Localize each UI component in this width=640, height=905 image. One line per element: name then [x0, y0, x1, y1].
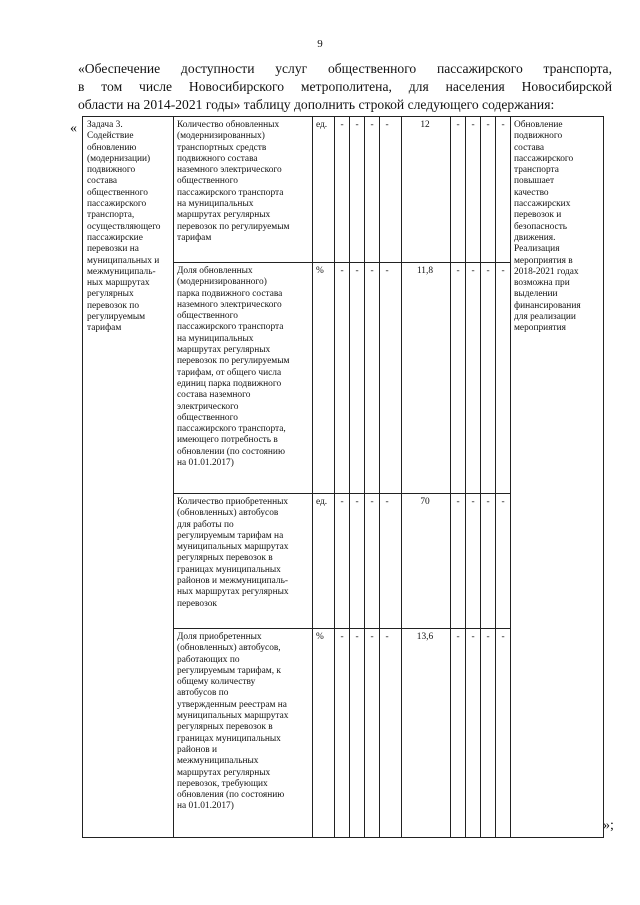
indicator-line: на муниципальных [177, 333, 254, 344]
task-line: тарифам [87, 323, 122, 334]
indicator-line: пассажирского транспорта [177, 187, 284, 198]
task-line: подвижного [87, 165, 136, 176]
result-line: повышает [514, 176, 555, 187]
result-line: мероприятия [514, 323, 566, 334]
empty-value-cell: - [456, 497, 460, 507]
indicator-line: районов и [177, 744, 218, 755]
unit-cell: ед. [316, 120, 328, 130]
result-cell [514, 120, 602, 335]
empty-value-cell: - [355, 497, 359, 507]
empty-value-cell: - [456, 120, 460, 130]
result-line: состава [514, 142, 545, 153]
target-value-cell: 11,8 [416, 266, 434, 276]
table-column-divider [173, 116, 174, 838]
task-line: (модернизации) [87, 153, 151, 164]
indicator-line: ных маршрутах регулярных [177, 587, 289, 598]
indicator-line: пассажирского транспорта [177, 322, 284, 333]
indicator-line: наземного электрического [177, 299, 282, 310]
intro-paragraph [78, 60, 612, 114]
indicator-line: (обновленных) автобусов, [177, 643, 281, 654]
result-line: транспорта [514, 165, 559, 176]
indicator-line: муниципальных маршрутах [177, 711, 289, 722]
indicator-line: (модернизированных) [177, 131, 265, 142]
indicator-line: маршрутах регулярных [177, 210, 271, 221]
indicator-line: (обновленных) автобусов [177, 508, 279, 519]
result-line: подвижного [514, 131, 563, 142]
target-value-cell: 12 [420, 120, 430, 130]
indicator-line: общему количеству [177, 677, 256, 688]
target-value-cell: 70 [420, 497, 430, 507]
result-line: для реализации [514, 312, 576, 323]
task-line: ных маршрутах [87, 278, 150, 289]
empty-value-cell: - [385, 632, 389, 642]
indicator-line: имеющего потребность в [177, 435, 278, 446]
indicator-line: Количество обновленных [177, 120, 280, 130]
task-line: регулярных [87, 289, 134, 300]
empty-value-cell: - [385, 120, 389, 130]
table-column-divider [495, 116, 496, 838]
result-line: 2018-2021 годах [514, 266, 579, 277]
indicator-line: обновления (по состоянию [177, 790, 285, 801]
indicator-line: на муниципальных [177, 199, 254, 210]
empty-value-cell: - [471, 497, 475, 507]
indicator-line: состава наземного [177, 390, 251, 401]
indicator-line: на 01.01.2017) [177, 458, 234, 469]
result-line: движения. [514, 232, 556, 243]
indicator-line: утвержденным реестрам на [177, 699, 287, 710]
empty-value-cell: - [471, 120, 475, 130]
task-line: состава [87, 176, 118, 187]
indicator-line: границах муниципальных [177, 564, 281, 575]
result-line: Реализация [514, 244, 560, 255]
indicator-line: Доля обновленных [177, 266, 253, 276]
indicator-line: межмуниципальных [177, 756, 259, 767]
target-value-cell: 13,6 [416, 632, 434, 642]
page-number: 9 [317, 38, 323, 50]
result-line: пассажирских [514, 199, 571, 210]
indicator-line: (модернизированного) [177, 277, 267, 288]
unit-cell: % [316, 632, 324, 642]
empty-value-cell: - [486, 497, 490, 507]
table-row-divider [173, 493, 510, 494]
empty-value-cell: - [486, 632, 490, 642]
indicator-line: Количество приобретенных [177, 497, 289, 507]
indicator-line: муниципальных маршрутах [177, 542, 289, 553]
indicator-line: наземного электрического [177, 165, 282, 176]
indicator-line: работающих по [177, 654, 240, 665]
indicator-cell [177, 266, 311, 469]
opening-quote: « [70, 121, 77, 136]
indicator-line: регулярных перевозок в [177, 722, 273, 733]
indicator-line: общественного [177, 176, 238, 187]
task-line: транспорта, [87, 210, 135, 221]
indicator-line: автобусов по [177, 688, 229, 699]
result-line: пассажирского [514, 153, 574, 164]
result-line: качество [514, 187, 549, 198]
empty-value-cell: - [370, 266, 374, 276]
task-cell [87, 120, 171, 335]
empty-value-cell: - [486, 266, 490, 276]
table-column-divider [480, 116, 481, 838]
intro-line-2: в том числе Новосибирского метрополитена, для населения Новосибирской [78, 79, 612, 94]
result-line: возможна при [514, 278, 570, 289]
task-line: Содействие [87, 131, 134, 142]
empty-value-cell: - [501, 632, 505, 642]
table-column-divider [334, 116, 335, 838]
empty-value-cell: - [486, 120, 490, 130]
task-line: перевозок по [87, 300, 140, 311]
indicator-line: перевозок по регулируемым [177, 221, 290, 232]
table-column-divider [349, 116, 350, 838]
empty-value-cell: - [385, 497, 389, 507]
indicator-line: регулируемым тарифам на [177, 530, 284, 541]
task-line: пассажирского [87, 199, 147, 210]
indicator-line: для работы по [177, 519, 234, 530]
indicator-line: регулируемым тарифам, к [177, 665, 281, 676]
task-line: перевозки на [87, 244, 139, 255]
task-line: обновлению [87, 142, 137, 153]
empty-value-cell: - [456, 266, 460, 276]
unit-cell: % [316, 266, 324, 276]
indicator-line: транспортных средств [177, 142, 267, 153]
indicator-line: обновлении (по состоянию [177, 446, 285, 457]
empty-value-cell: - [340, 632, 344, 642]
indicator-cell [177, 497, 311, 610]
indicator-line: границах муниципальных [177, 733, 281, 744]
task-line: межмуниципаль- [87, 266, 156, 277]
result-line: Обновление [514, 120, 563, 130]
indicator-line: маршрутах регулярных [177, 345, 271, 356]
task-line: Задача 3. [87, 120, 123, 130]
result-line: безопасность [514, 221, 568, 232]
indicator-line: Доля приобретенных [177, 632, 262, 642]
table-column-divider [450, 116, 451, 838]
task-line: регулируемым [87, 312, 146, 323]
empty-value-cell: - [340, 266, 344, 276]
table-column-divider [401, 116, 402, 838]
intro-line-3: области на 2014-2021 годы» таблицу дополнить строкой следующего содержания: [78, 97, 555, 112]
indicator-line: парка подвижного состава [177, 288, 283, 299]
empty-value-cell: - [340, 497, 344, 507]
task-line: муниципальных и [87, 255, 160, 266]
empty-value-cell: - [340, 120, 344, 130]
indicator-line: общественного [177, 311, 238, 322]
result-line: финансирования [514, 300, 581, 311]
table-column-divider [312, 116, 313, 838]
intro-line-1: «Обеспечение доступности услуг общественного пассажирского транспорта, [78, 61, 612, 76]
indicator-line: общественного [177, 412, 238, 423]
indicator-line: перевозок по регулируемым [177, 356, 290, 367]
indicator-cell [177, 120, 311, 244]
task-line: пассажирские [87, 232, 143, 243]
task-line: общественного [87, 187, 148, 198]
empty-value-cell: - [501, 497, 505, 507]
indicator-line: подвижного состава [177, 153, 258, 164]
table-column-divider [364, 116, 365, 838]
table-row-divider [173, 262, 510, 263]
empty-value-cell: - [501, 120, 505, 130]
indicator-line: маршрутах регулярных [177, 767, 271, 778]
empty-value-cell: - [355, 120, 359, 130]
unit-cell: ед. [316, 497, 328, 507]
indicator-line: перевозок [177, 598, 217, 609]
table-column-divider [510, 116, 511, 838]
indicator-line: на 01.01.2017) [177, 801, 234, 812]
empty-value-cell: - [385, 266, 389, 276]
indicator-line: электрического [177, 401, 239, 412]
table-row-divider [173, 628, 510, 629]
indicator-line: пассажирского транспорта, [177, 424, 286, 435]
result-line: мероприятия в [514, 255, 573, 266]
empty-value-cell: - [355, 632, 359, 642]
table-column-divider [465, 116, 466, 838]
empty-value-cell: - [370, 120, 374, 130]
empty-value-cell: - [456, 632, 460, 642]
empty-value-cell: - [355, 266, 359, 276]
indicator-line: тарифам, от общего числа [177, 367, 282, 378]
empty-value-cell: - [501, 266, 505, 276]
indicator-line: районов и межмуниципаль- [177, 576, 288, 587]
empty-value-cell: - [370, 497, 374, 507]
indicator-line: единиц парка подвижного [177, 378, 282, 389]
task-line: осуществляющего [87, 221, 161, 232]
result-line: выделении [514, 289, 558, 300]
empty-value-cell: - [471, 266, 475, 276]
closing-quote: »; [603, 818, 614, 833]
indicator-line: перевозок, требующих [177, 778, 268, 789]
indicator-cell [177, 632, 311, 813]
empty-value-cell: - [471, 632, 475, 642]
indicator-line: тарифам [177, 232, 212, 243]
table-column-divider [379, 116, 380, 838]
empty-value-cell: - [370, 632, 374, 642]
indicator-line: регулярных перевозок в [177, 553, 273, 564]
result-line: перевозок и [514, 210, 562, 221]
